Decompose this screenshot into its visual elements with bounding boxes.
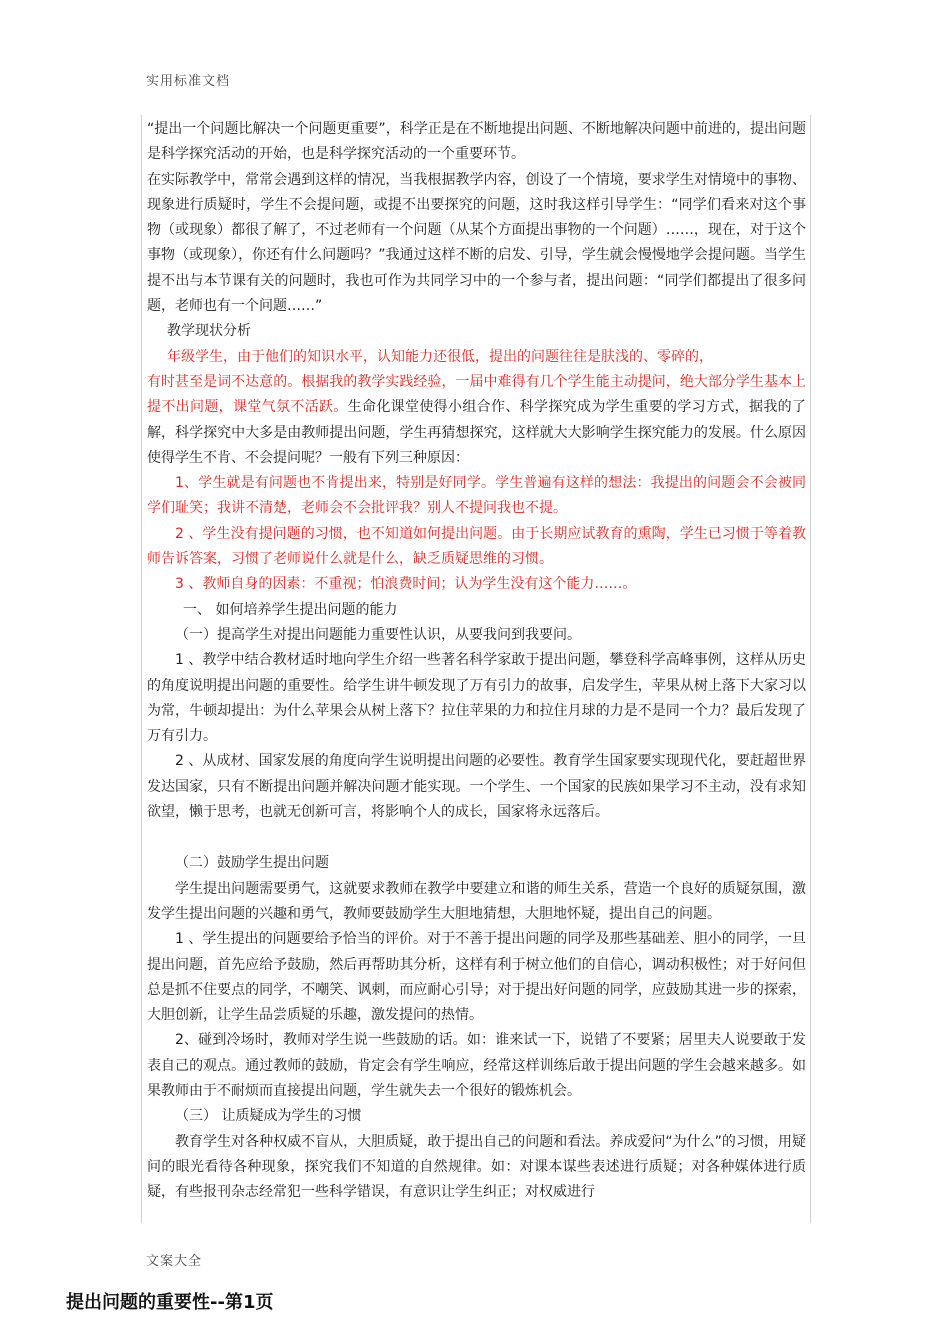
status-paragraph-black: 生命化课堂使得小组合作、科学探究成为学生重要的学习方式，据我的了解，科学探究中大多是由教师提出问题，学生再猜想探究，这样就大大影响学生探究能力的发展。什么原因使得学生不肯、不会提问呢？一般有下列三种原因： (147, 399, 807, 466)
document-body (141, 115, 811, 1223)
paragraph-gap (147, 825, 806, 851)
subheading-1: （一）提高学生对提出问题能力重要性认识，从要我问到我要问。 (175, 626, 581, 643)
point-1-1: 1 、教学中结合教材适时地向学生介绍一些著名科学家敢于提出问题，攀登科学高峰事例，这样从历史的角度说明提出问题的重要性。给学生讲牛顿发现了万有引力的故事，启发学生，苹果从树上落下大家习以为常，牛顿却提出：为什么苹果会从树上落下？拉住苹果的力和拉住月球的力是不是同一个力？最后发现了万有引力。 (147, 652, 806, 745)
point-2-2: 2、碰到冷场时，教师对学生说一些鼓励的话。如：谁来试一下，说错了不要紧；居里夫人说要敢于发表自己的观点。通过教师的鼓励，肯定会有学生响应，经常这样训练后敢于提出问题的学生会越来越多。如果教师由于不耐烦而直接提出问题，学生就失去一个很好的锻炼机会。 (147, 1032, 806, 1099)
page-caption: 提出问题的重要性--第1页 (66, 1292, 274, 1313)
status-paragraph-red-1: 年级学生，由于他们的知识水平，认知能力还很低，提出的问题往往是肤浅的、零碎的， (167, 348, 713, 365)
reason-item-1: 1、学生就是有问题也不肯提出来，特别是好同学。学生普遍有这样的想法：我提出的问题会不会被同学们耻笑；我讲不清楚，老师会不会批评我？别人不提问我也不提。 (147, 475, 806, 517)
page-header-label: 实用标准文档 (146, 74, 231, 89)
intro-paragraph: “提出一个问题比解决一个问题更重要”，科学正是在不断地提出问题、不断地解决问题中前进的，提出问题是科学探究活动的开始，也是科学探究活动的一个重要环节。 (147, 121, 806, 163)
reason-item-2: 2 、学生没有提问题的习惯，也不知道如何提出问题。由于长期应试教育的熏陶，学生已习惯于等着教师告诉答案，习惯了老师说什么就是什么，缺乏质疑思维的习惯。 (147, 525, 806, 568)
point-1-2: 2 、从成材、国家发展的角度向学生说明提出问题的必要性。教育学生国家要实现现代化，要赶超世界发达国家，只有不断提出问题并解决问题才能实现。一个学生、一个国家的民族如果学习不主动，没有求知欲望，懒于思考，也就无创新可言，将影响个人的成长，国家将永远落后。 (147, 753, 806, 821)
section-heading-status: 教学现状分析 (167, 323, 251, 340)
status-paragraph-red-2: 有时甚至是词不达意的。根据我的教学实践经验，一届中难得有几个学生能主动提问，绝大部分学生基本上提不出问题，课堂气氛不活跃。 (147, 373, 806, 416)
document-text (142, 115, 810, 1205)
classroom-paragraph: 在实际教学中，常常会遇到这样的情况，当我根据教学内容，创设了一个情境，要求学生对情境中的事物、现象进行质疑时，学生不会提问题，或提不出要探究的问题，这时我这样引导学生：“同学们看来对这个事物（或现象）都很了解了，不过老师有一个问题（从某个方面提出事物的一个问题）……，现在，对于这个事物（或现象），你还有什么问题吗？”我通过这样不断的启发、引导，学生就会慢慢地学会提问题。当学生提不出与本节课有关的问题时，我也可作为共同学习中的一个参与者，提出问题：“同学们都提出了很多问题，老师也有一个问题……” (147, 171, 806, 315)
reason-item-3: 3 、教师自身的因素：不重视；怕浪费时间；认为学生没有这个能力……。 (175, 576, 637, 593)
point-2-1: 1 、学生提出的问题要给予恰当的评价。对于不善于提出问题的同学及那些基础差、胆小的同学，一旦提出问题，首先应给予鼓励，然后再帮助其分析，这样有利于树立他们的自信心，调动积极性；对于好问但总是抓不住要点的同学，不嘲笑、讽刺，而应耐心引导；对于提出好问题的同学，应鼓励其进一步的探索，大胆创新，让学生品尝质疑的乐趣，激发提问的热情。 (147, 931, 806, 1024)
subheading-3: （三） 让质疑成为学生的习惯 (175, 1108, 362, 1125)
encourage-paragraph: 学生提出问题需要勇气，这就要求教师在教学中要建立和谐的师生关系，营造一个良好的质疑氛围，激发学生提出问题的兴趣和勇气，教师要鼓励学生大胆地猜想，大胆地怀疑，提出自己的问题。 (147, 880, 806, 922)
status-paragraph-continued (147, 370, 806, 471)
habit-paragraph: 教育学生对各种权威不盲从，大胆质疑，敢于提出自己的问题和看法。养成爱问“为什么”的习惯，用疑问的眼光看待各种现象，探究我们不知道的自然规律。如：对课本谋些表述进行质疑；对各种媒体进行质疑，有些报刊杂志经常犯一些科学错误，有意识让学生纠正；对权威进行 (147, 1133, 806, 1201)
page-footer-label: 文案大全 (146, 1254, 203, 1269)
section-heading-cultivate: 一、 如何培养学生提出问题的能力 (183, 601, 398, 618)
subheading-2: （二）鼓励学生提出问题 (175, 855, 329, 872)
